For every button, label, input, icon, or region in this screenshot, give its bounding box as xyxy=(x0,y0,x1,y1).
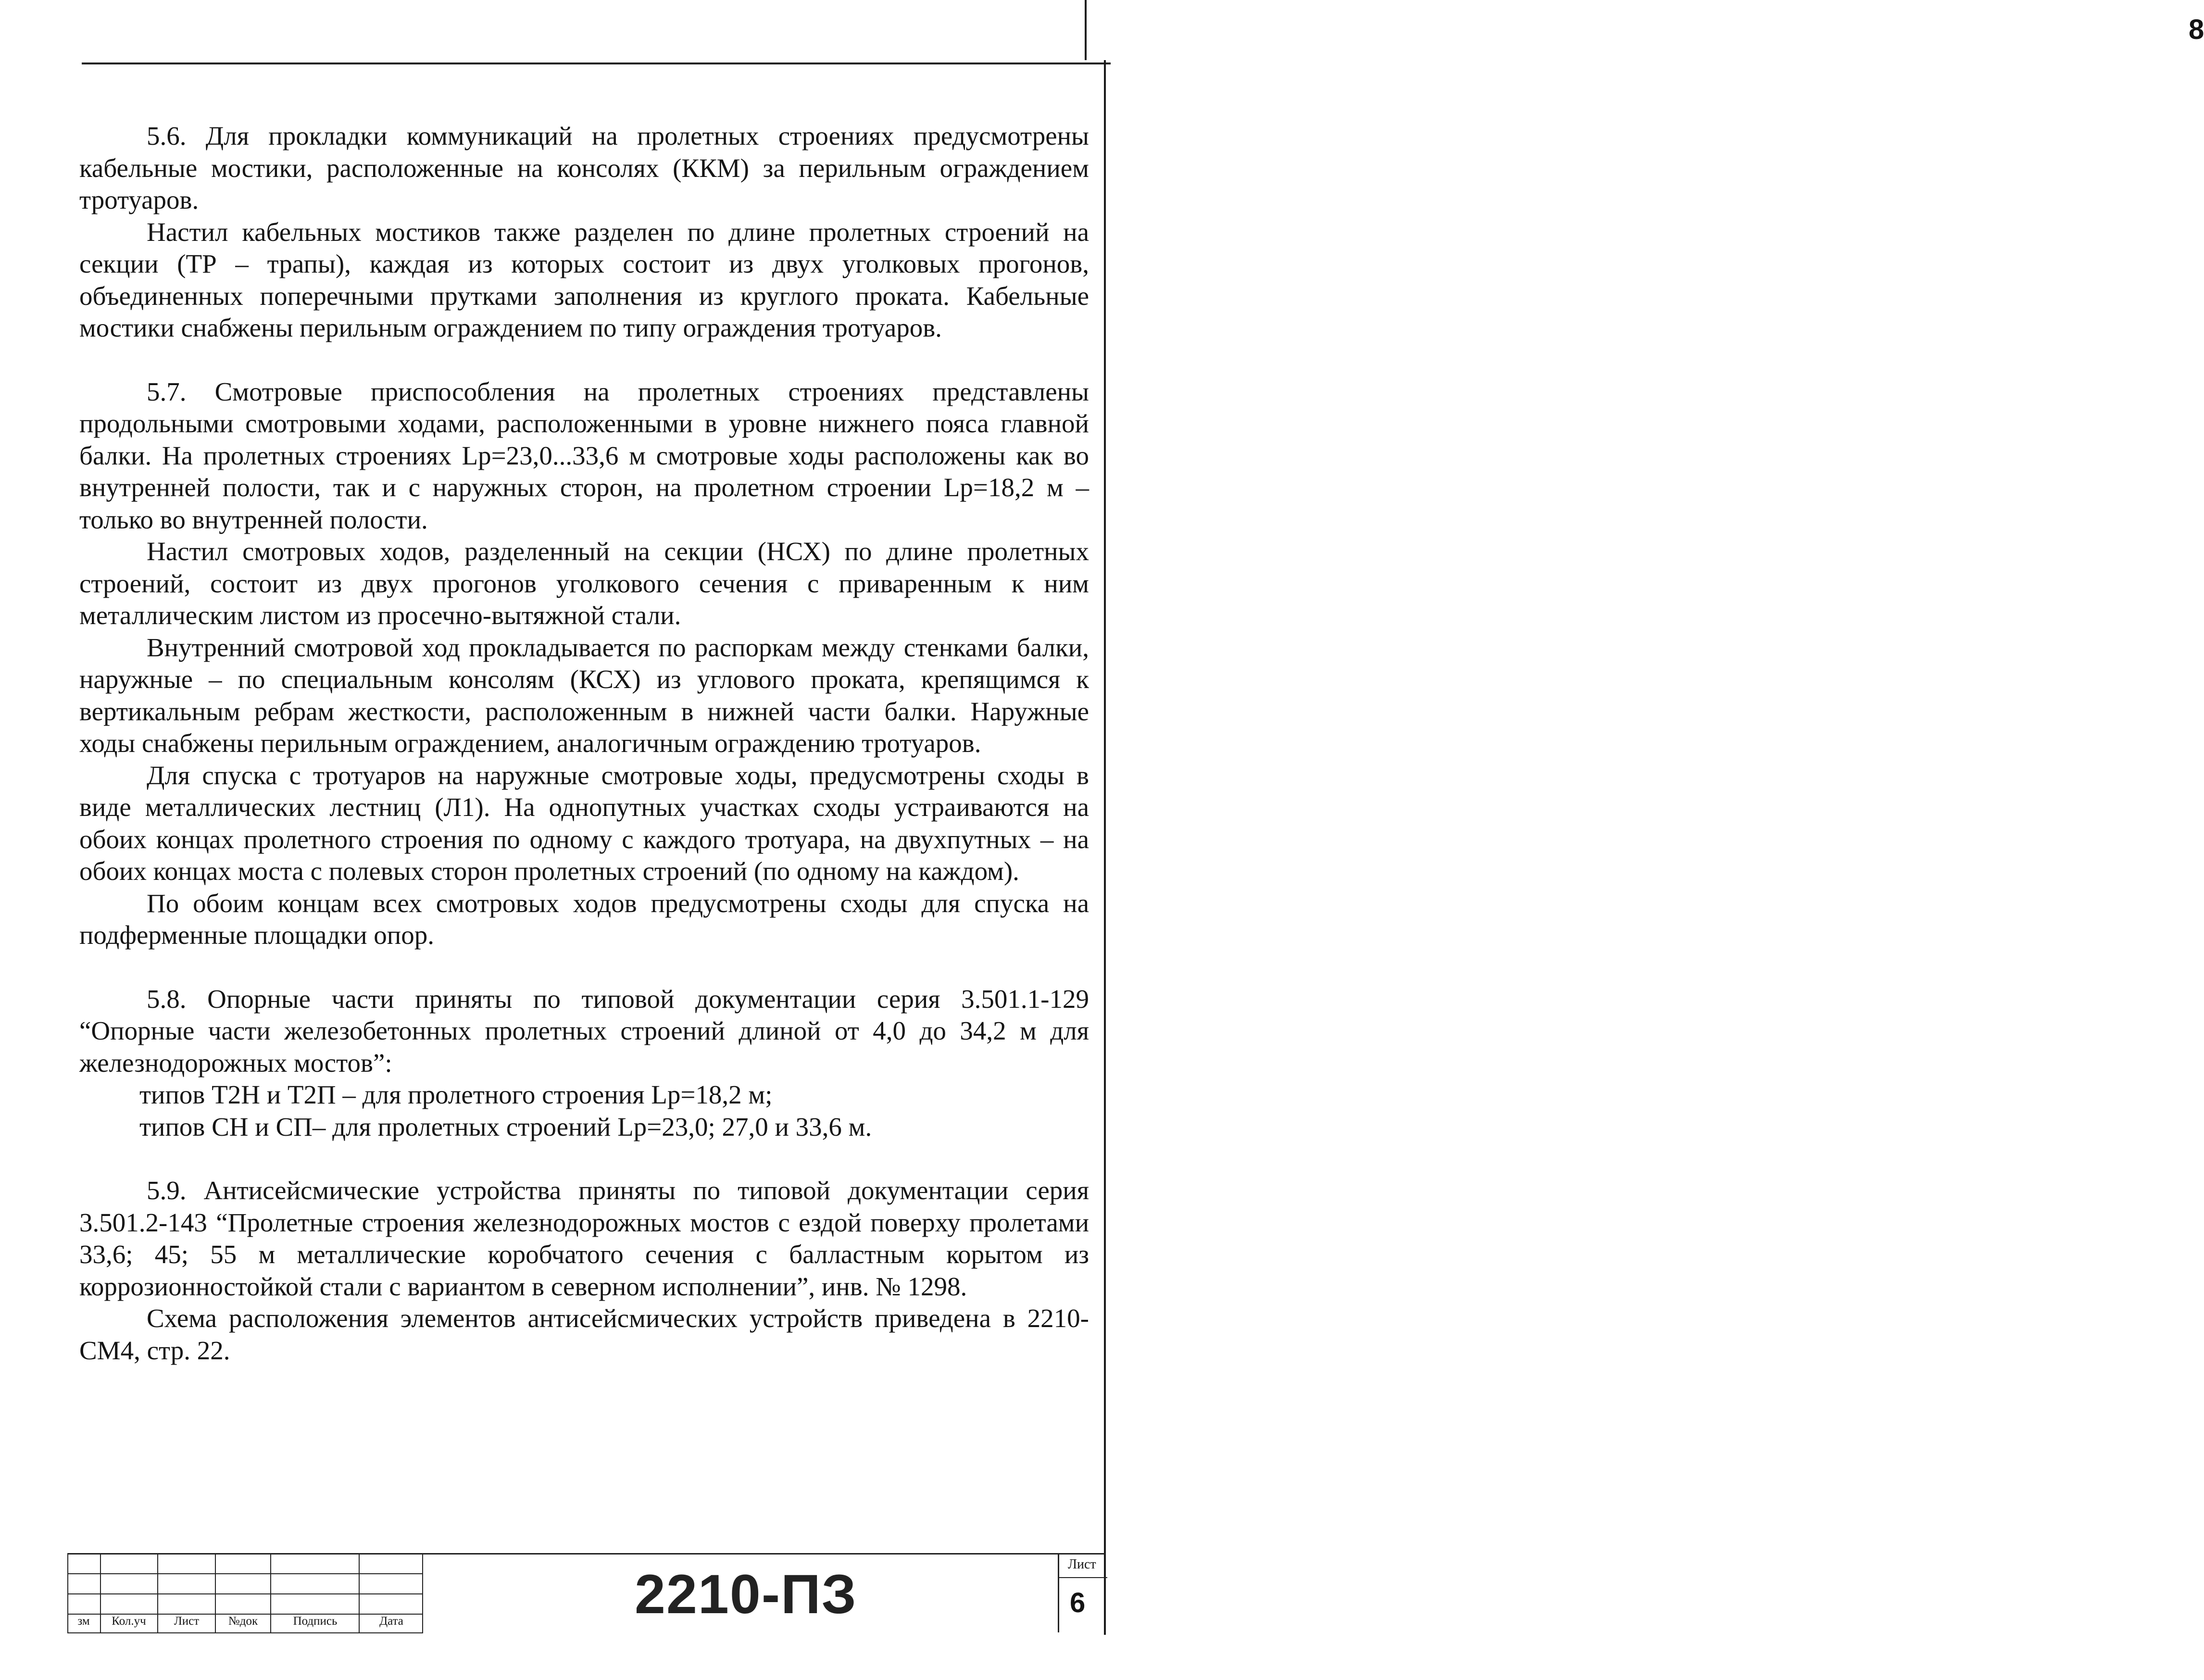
list-line-1: типов СН и СП– для пролетных строений Lp=23,0; 27,0 и 33,6 м. xyxy=(139,1112,872,1141)
frame-top-line xyxy=(82,63,1111,64)
page-corner-number: 8 xyxy=(2189,14,2204,45)
sheet-box xyxy=(1058,1553,1107,1632)
paragraph-7: 5.8. Опорные части приняты по типовой документации серия 3.501.1-129 “Опорные части железобетонных пролетных строений длиной от 4,0 до 34,2 м для железнодорожных мостов”: xyxy=(79,984,1089,1078)
paragraph-4: Внутренний смотровой ход прокладывается по распоркам между стенками балки, наружные – по специальным консолям (КСХ) из углового проката, крепящимся к вертикальным ребрам жесткости, расположенным в нижней части балки. Наружные ходы снабжены перильным ограждением, аналогичным ограждению тротуаров. xyxy=(79,632,1089,758)
sheet-number: 6 xyxy=(1070,1587,1086,1618)
col-label-count: Кол.уч xyxy=(112,1615,146,1628)
paragraph-5: Для спуска с тротуаров на наружные смотровые ходы, предусмотрены сходы в виде металлических лестниц (Л1). На однопутных участках сходы устраиваются на обоих концах пролетного строения по одному с каждого тротуара, на двухпутных – на обоих концах моста с полевых сторон пролетных строений (по одному на каждом). xyxy=(79,760,1089,886)
title-block xyxy=(67,1553,1106,1632)
paragraph-after-1: Схема расположения элементов антисейсмических устройств приведена в 2210-СМ4, стр. 22. xyxy=(79,1304,1089,1365)
paragraph-6: По обоим концам всех смотровых ходов предусмотрены сходы для спуска на подферменные площадки опор. xyxy=(79,888,1089,950)
col-label-sheet: Лист xyxy=(174,1615,200,1628)
paragraph-0: 5.6. Для прокладки коммуникаций на пролетных строениях предусмотрены кабельные мостики, расположенные на консолях (ККМ) за перильным ограждением тротуаров. xyxy=(79,121,1089,214)
list-lines xyxy=(79,1079,1089,1143)
paragraphs-before xyxy=(79,120,1089,1079)
col-label-doc-number: №док xyxy=(228,1615,258,1628)
col-label-date: Дата xyxy=(379,1615,403,1628)
revision-column-labels xyxy=(67,1615,423,1632)
list-line-0: типов Т2Н и Т2П – для пролетного строения Lp=18,2 м; xyxy=(139,1080,773,1109)
paragraph-3: Настил смотровых ходов, разделенный на секции (НСХ) по длине пролетных строений, состоит из двух прогонов уголкового сечения с приваренным к ним металлическим листом из просечно-вытяжной стали. xyxy=(79,537,1089,630)
document-body xyxy=(79,120,1089,1367)
sheet-label: Лист xyxy=(1068,1557,1096,1572)
col-label-revision: зм xyxy=(77,1615,90,1628)
corner-box xyxy=(1085,0,2204,60)
col-label-signature: Подпись xyxy=(293,1615,338,1628)
paragraphs-after xyxy=(79,1175,1089,1367)
paragraph-after-0: 5.9. Антисейсмические устройства приняты по типовой документации серия 3.501.2-143 “Пролетные строения железнодорожных мостов с ездой поверху пролетами 33,6; 45; 55 м металлические коробчатого сечения с балластным корытом из коррозионностойкой стали с вариантом в северном исполнении”, инв. № 1298. xyxy=(79,1176,1089,1301)
sheet-divider xyxy=(1059,1577,1107,1578)
paragraph-1: Настил кабельных мостиков также разделен по длине пролетных строений на секции (ТР – трапы), каждая из которых состоит из двух уголковых прогонов, объединенных поперечными прутками заполнения из круглого проката. Кабельные мостики снабжены перильным ограждением по типу ограждения тротуаров. xyxy=(79,217,1089,342)
frame-right-line xyxy=(1104,60,1106,1635)
document-code: 2210-ПЗ xyxy=(635,1564,857,1625)
paragraph-2: 5.7. Смотровые приспособления на пролетных строениях представлены продольными смотровыми ходами, расположенными в уровне нижнего пояса главной балки. На пролетных строениях Lp=23,0...33,6 м смотровые ходы расположены как во внутренней полости, так и с наружных сторон, на пролетном строении Lp=18,2 м – только во внутренней полости. xyxy=(79,376,1089,534)
